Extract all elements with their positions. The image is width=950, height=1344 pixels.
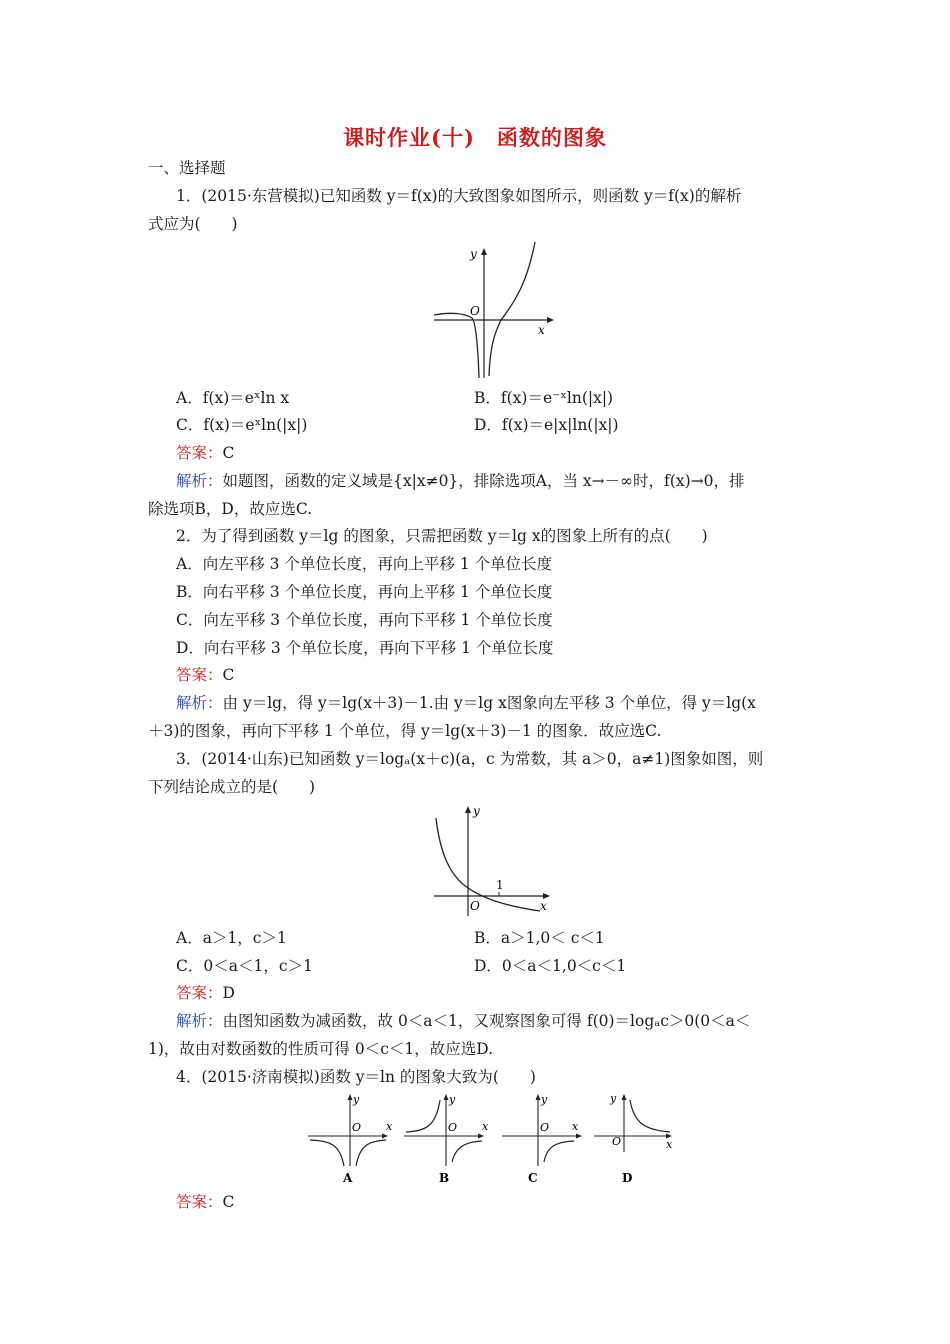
q3-answer — [176, 983, 235, 1003]
q3-option-c: C．0＜a＜1，c＞1 — [176, 957, 313, 975]
q4b-x-label: x — [482, 1120, 489, 1133]
q2-answer-value: C — [222, 666, 235, 684]
q4b-x-arrow — [478, 1134, 484, 1139]
q2-analysis-line1 — [176, 693, 756, 713]
q3-curve — [436, 818, 540, 911]
q3-stem-line1: 3．(2014·山东)已知函数 y＝logₐ(x＋c)(a，c 为常数，其 a＞0，a≠1)图象如图，则 — [176, 750, 764, 768]
page-title: 课时作业(十) 函数的图象 — [343, 125, 607, 150]
q4d-y-label: y — [610, 1092, 617, 1105]
q3-graph — [428, 798, 560, 920]
q3-y-label: y — [473, 804, 480, 818]
q3-stem-line2: 下列结论成立的是( ) — [148, 778, 316, 796]
q4a-y-label: y — [353, 1093, 360, 1106]
q4-graph-c — [500, 1090, 590, 1188]
q4b-y-label: y — [449, 1093, 456, 1106]
q4b-origin-label: O — [448, 1121, 458, 1134]
q3-tick-label: 1 — [496, 878, 504, 892]
q3-answer-value: D — [222, 984, 235, 1002]
q4b-curve-lower — [452, 1141, 482, 1162]
q4-answer — [176, 1192, 234, 1212]
q4c-y-label: y — [541, 1093, 548, 1106]
q1-stem-line2: 式应为( ) — [148, 215, 238, 233]
q4d-origin-label: O — [612, 1135, 622, 1148]
q3-option-d: D．0＜a＜1,0＜c＜1 — [474, 957, 627, 975]
q3-origin-label: O — [470, 899, 480, 913]
q1-option-b: B．f(x)＝e⁻ˣln(|x|) — [474, 389, 614, 407]
q4a-caption: A — [343, 1171, 353, 1185]
q2-analysis-label: 解析： — [176, 694, 223, 712]
q1-analysis-text: 如题图，函数的定义域是{x|x≠0}，排除选项A，当 x→－∞时，f(x)→0，排 — [222, 472, 745, 490]
q1-answer-label: 答案： — [176, 444, 223, 462]
q4a-curve-left — [310, 1140, 344, 1166]
q4c-x-arrow — [576, 1134, 582, 1139]
q4c-y-arrow — [536, 1094, 541, 1100]
q3-y-arrow — [465, 806, 471, 813]
q3-option-b: B．a＞1,0＜ c＜1 — [474, 929, 605, 947]
q4a-x-arrow — [382, 1134, 388, 1139]
q4d-x-label: x — [666, 1138, 673, 1151]
q4-answer-value: C — [222, 1193, 235, 1211]
q1-analysis-label: 解析： — [176, 472, 223, 490]
q2-answer — [176, 665, 234, 685]
q4d-y-arrow — [622, 1094, 627, 1100]
q1-x-arrow — [547, 317, 554, 323]
q2-analysis-line2: ＋3)的图象，再向下平移 1 个单位，得 y＝lg(x＋3)－1 的图象．故应选C. — [148, 722, 662, 740]
q1-answer — [176, 443, 234, 463]
q4a-origin-label: O — [352, 1121, 362, 1134]
q2-option-a: A．向左平移 3 个单位长度，再向上平移 1 个单位长度 — [176, 555, 553, 573]
q3-x-label: x — [540, 899, 547, 913]
q1-option-a: A．f(x)＝eˣln x — [176, 389, 290, 407]
q3-answer-label: 答案： — [176, 984, 223, 1002]
q2-option-c: C．向左平移 3 个单位长度，再向下平移 1 个单位长度 — [176, 611, 553, 629]
q3-analysis-line2: 1)，故由对数函数的性质可得 0＜c＜1，故应选D. — [148, 1040, 494, 1058]
q4-graph-d — [592, 1090, 682, 1188]
q4a-y-arrow — [348, 1094, 353, 1100]
q1-analysis-line1 — [176, 471, 744, 491]
q4-stem: 4．(2015·济南模拟)函数 y＝ln 的图象大致为( ) — [176, 1068, 536, 1086]
q4-graph-b — [402, 1090, 492, 1188]
q4a-curve-right — [356, 1140, 386, 1166]
q2-option-d: D．向右平移 3 个单位长度，再向下平移 1 个单位长度 — [176, 639, 554, 657]
q1-curve-right — [489, 242, 535, 376]
q2-analysis-text: 由 y＝lg，得 y＝lg(x＋3)－1.由 y＝lg x图象向左平移 3 个单位，得 y＝lg(x — [222, 694, 756, 712]
q4b-curve-upper — [406, 1100, 440, 1132]
q4c-curve — [544, 1141, 574, 1162]
q4-graph-a — [306, 1090, 396, 1188]
q3-option-a: A．a＞1，c＞1 — [176, 929, 287, 947]
q4a-x-label: x — [386, 1120, 393, 1133]
q2-stem: 2．为了得到函数 y＝lg 的图象，只需把函数 y＝lg x的图象上所有的点( ) — [176, 527, 708, 545]
q4d-caption: D — [622, 1171, 633, 1185]
q1-option-c: C．f(x)＝eˣln(|x|) — [176, 416, 308, 434]
q1-stem-line1: 1．(2015·东营模拟)已知函数 y＝f(x)的大致图象如图所示，则函数 y＝f(x)的解析 — [176, 187, 742, 205]
q4b-y-arrow — [444, 1094, 449, 1100]
q1-x-label: x — [538, 323, 545, 337]
q1-y-label: y — [470, 247, 477, 261]
q1-y-arrow — [481, 248, 487, 255]
q4c-caption: C — [528, 1171, 538, 1185]
q3-analysis-label: 解析： — [176, 1012, 223, 1030]
q1-graph — [430, 238, 560, 388]
q2-answer-label: 答案： — [176, 666, 223, 684]
q3-analysis-text: 由图知函数为减函数，故 0＜a＜1，又观察图象可得 f(0)＝logₐc＞0(0＜a＜ — [222, 1012, 751, 1030]
q1-curve-left — [434, 313, 479, 378]
section-heading: 一、选择题 — [148, 159, 226, 177]
q1-origin-label: O — [470, 304, 480, 318]
q4d-curve — [630, 1100, 670, 1132]
q2-option-b: B．向右平移 3 个单位长度，再向上平移 1 个单位长度 — [176, 583, 553, 601]
q3-analysis-line1 — [176, 1011, 750, 1031]
q4-answer-label: 答案： — [176, 1193, 223, 1211]
q1-option-d: D．f(x)＝e|x|ln(|x|) — [474, 416, 619, 434]
q4c-x-label: x — [572, 1120, 579, 1133]
q4b-caption: B — [439, 1171, 450, 1185]
q1-answer-value: C — [222, 444, 235, 462]
q4c-origin-label: O — [540, 1121, 550, 1134]
q1-analysis-line2: 除选项B，D，故应选C. — [148, 500, 313, 518]
